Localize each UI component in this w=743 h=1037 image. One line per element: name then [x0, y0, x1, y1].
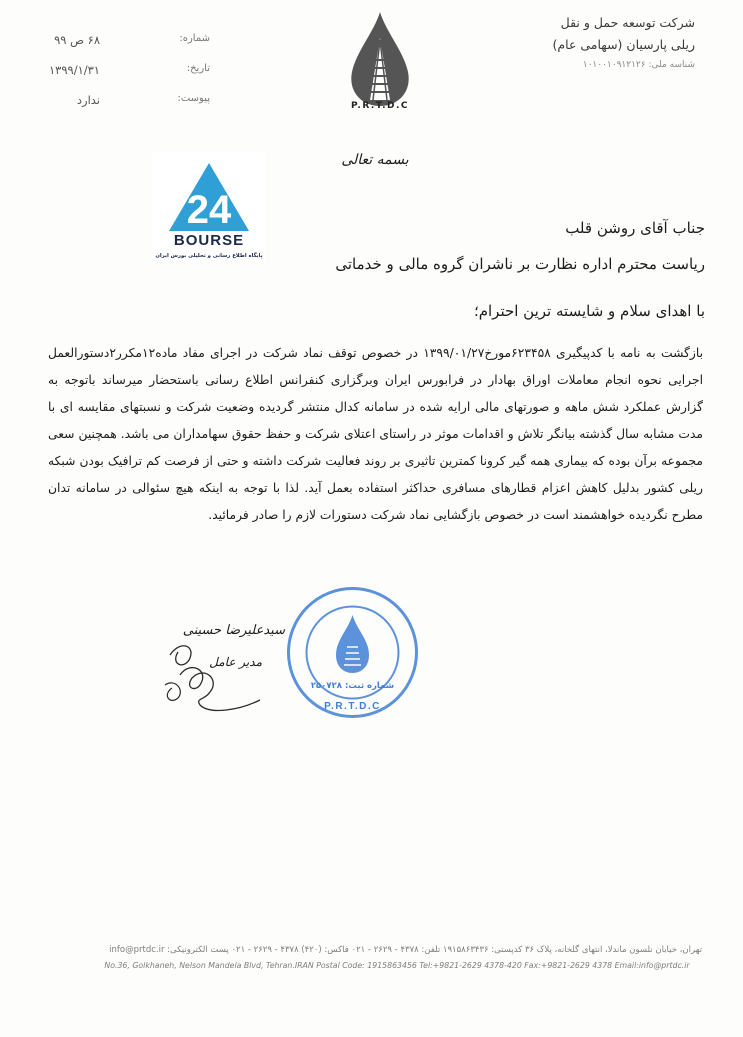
company-stamp — [285, 585, 420, 720]
date-value: ۱۳۹۹/۱/۳۱ — [49, 63, 100, 77]
date-label: تاریخ: — [186, 63, 210, 74]
footer — [92, 945, 702, 970]
bourse-number: 24 — [186, 188, 232, 232]
company-national-id: شناسه ملی: ۱۰۱۰۰۱۰۹۱۲۱۲۶ — [582, 60, 695, 70]
bourse-tagline: پایگاه اطلاع رسانی و تحلیلی بورس ایران — [155, 253, 263, 259]
salutation: با اهدای سلام و شایسته ترین احترام؛ — [473, 302, 705, 320]
company-name-line1: شرکت توسعه حمل و نقل — [560, 15, 695, 30]
basmala: بسمه تعالی — [341, 152, 409, 168]
company-header — [455, 12, 695, 74]
bourse-word: BOURSE — [173, 232, 245, 249]
attachment-label: پیوست: — [177, 93, 210, 104]
handwritten-signature — [150, 630, 280, 720]
letter-body: بازگشت به نامه با کدپیگیری ۶۲۳۴۵۸مورخ۱۳۹۹/۰۱/۲۷ در خصوص توقف نماد شرکت در اجرای مفاد ماده۱۲مکرر۲دستورالعمل اجرایی نحوه انجام معاملات اوراق بهادار در فرابورس ایران وبرگزاری کنفرانس اطلاع رسانی باستحضار میرساند باتوجه به گزارش عملکرد شش ماهه و صورتهای مالی ارایه شده در سامانه کدال منتشر گردیده وضعیت شرکت و نسبتهای مقایسه ای با مدت مشابه سال گذشته بیانگر تلاش و اقدامات موثر در راستای اعتلای شرکت و حفظ حقوق سهامداران می باشد. همچنین سعی مجموعه برآن بوده که بیماری همه گیر کرونا کمترین تاثیری بر روند فعالیت شرکت داشته و حتی از فرصت کم ترافیک بودن شبکه ریلی کشور بدلیل کاهش اعزام قطارهای مسافری حداکثر استفاده بعمل آید. لذا با توجه به اینکه هیچ سئوالی در سامانه تدان مطرح نگردیده خواهشمند است در خصوص بازگشایی نماد شرکت دستورات لازم را صادر فرمائید. — [48, 346, 703, 522]
recipient-position: ریاست محترم اداره نظارت بر ناشران گروه مالی و خدماتی — [335, 255, 705, 273]
recipient-line: جناب آقای روشن قلب — [565, 219, 705, 237]
footer-address-en: No.36, Golkhaneh, Nelson Mandela Blvd, Tehran.IRAN Postal Code: 1915863456 Tel:+9821-2629 4378-420 Fax:+9821-2629 4378 Email:info@prtdc.ir — [104, 961, 690, 970]
number-label: شماره: — [179, 33, 210, 44]
footer-address-fa: تهران، خیابان نلسون ماندلا، انتهای گلخانه، پلاک ۳۶ کدپستی: ۱۹۱۵۸۶۳۴۳۶ تلفن: ۴۳۷۸ - ۲۶۲۹ - ۰۲۱ فاکس: (۴۲۰) ۴۳۷۸ - ۲۶۲۹ - ۰۲۱ پست الکترونیکی: info@prtdc.ir — [109, 945, 702, 955]
signer-name: سیدعلیرضا حسینی — [182, 623, 285, 638]
number-value: ۶۸ ص ۹۹ — [54, 33, 100, 47]
attachment-value: ندارد — [76, 93, 100, 107]
prtdc-logo-caption: P.R.T.D.C — [350, 101, 410, 111]
stamp-registration: شماره ثبت: ۲۵۰۷۲۸ — [310, 681, 395, 691]
signer-title: مدیر عامل — [209, 655, 262, 669]
bourse24-logo — [152, 153, 266, 263]
stamp-caption: P.R.T.D.C — [324, 701, 381, 712]
company-name-line2: ریلی پارسیان (سهامی عام) — [552, 37, 695, 52]
